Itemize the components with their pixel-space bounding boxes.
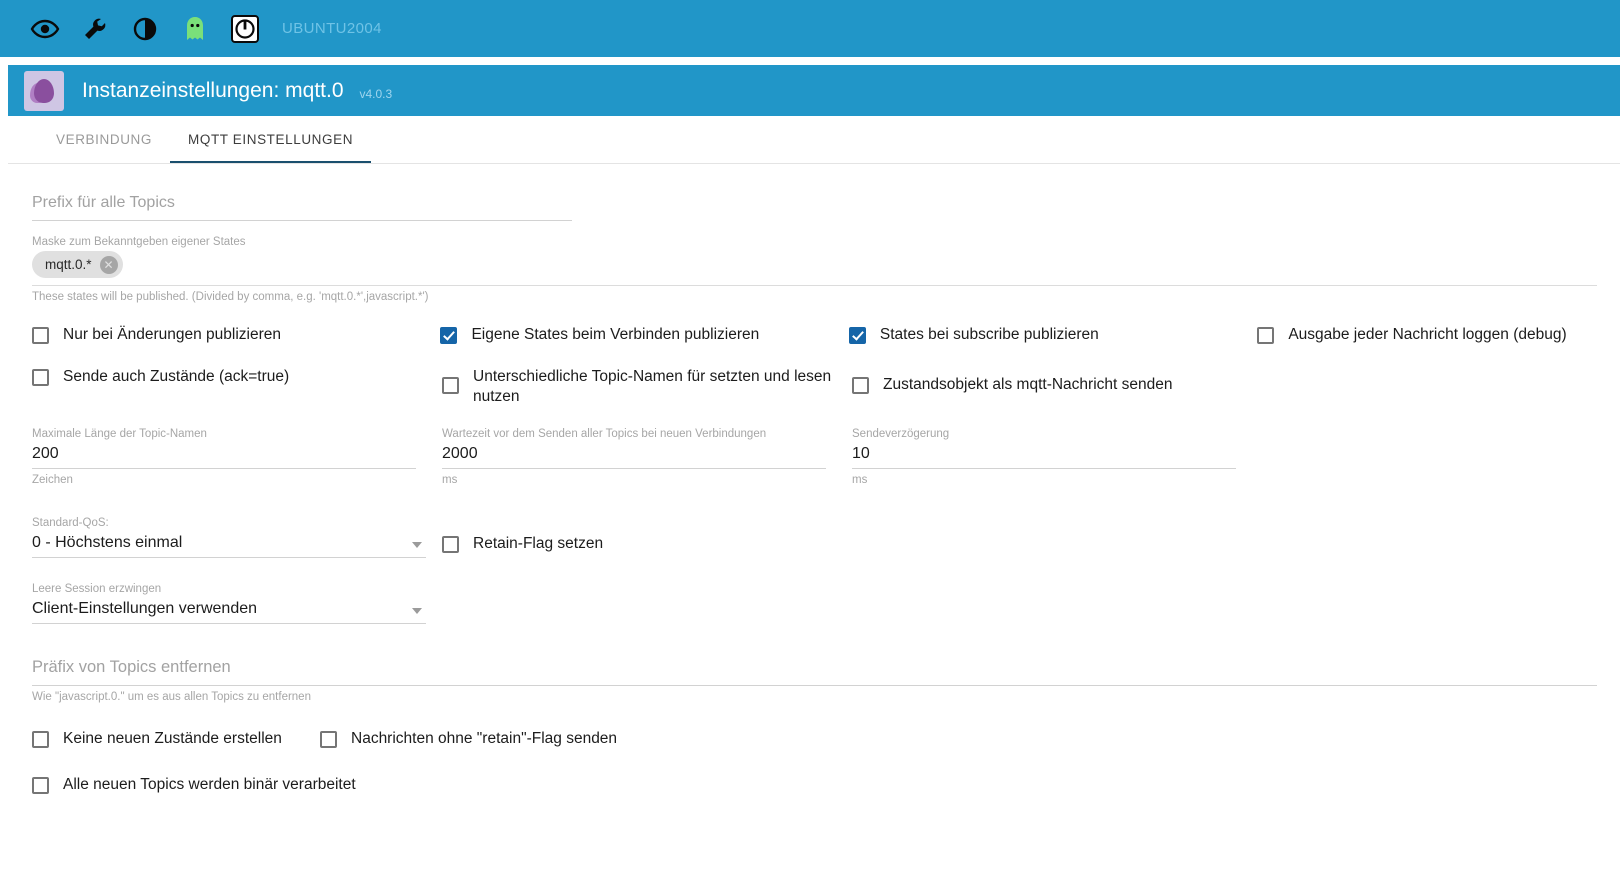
checkbox-row-1: [32, 325, 1596, 345]
checkbox-unterschiedliche-topic-namen[interactable]: [442, 367, 852, 407]
tab-verbindung[interactable]: VERBINDUNG: [56, 132, 153, 147]
tab-mqtt-einstellungen[interactable]: MQTT EINSTELLUNGEN: [170, 116, 371, 163]
checkbox-box[interactable]: [32, 327, 49, 344]
instance-header: [8, 65, 1620, 116]
publish-mask-chip-area[interactable]: [32, 251, 1597, 286]
session-select-field[interactable]: [32, 582, 426, 624]
checkbox-row-3: [32, 729, 1596, 749]
checkbox-keine-neuen-zustaende[interactable]: [32, 729, 320, 749]
checkbox-box[interactable]: [1257, 327, 1274, 344]
checkbox-box[interactable]: [320, 731, 337, 748]
checkbox-label: Keine neuen Zustände erstellen: [63, 730, 282, 747]
ghost-icon[interactable]: [172, 9, 218, 49]
max-topic-length-input[interactable]: 200: [32, 443, 416, 469]
remove-prefix-field[interactable]: [32, 656, 1597, 703]
checkbox-sende-auch-zustaende[interactable]: [32, 367, 442, 387]
chip-remove-icon[interactable]: ✕: [100, 256, 118, 274]
checkbox-box[interactable]: [32, 731, 49, 748]
max-topic-length-field[interactable]: [32, 427, 442, 486]
prefix-all-topics-field[interactable]: [32, 186, 572, 221]
checkbox-box[interactable]: [442, 536, 459, 553]
contrast-icon[interactable]: [122, 9, 168, 49]
chip-mqtt-mask[interactable]: [32, 251, 123, 278]
host-label: UBUNTU2004: [282, 20, 382, 37]
checkbox-box[interactable]: [32, 369, 49, 386]
session-select-value[interactable]: Client-Einstellungen verwenden: [32, 598, 426, 624]
session-cell: [32, 582, 442, 630]
numeric-field-row: [32, 427, 1596, 492]
qos-cell: [32, 516, 442, 564]
field-unit: Zeichen: [32, 474, 73, 486]
send-delay-on-connect-input[interactable]: 2000: [442, 443, 826, 469]
publish-mask-field: [32, 235, 1596, 303]
checkbox-label: Sende auch Zustände (ack=true): [63, 368, 290, 385]
checkbox-nachrichten-ohne-retain[interactable]: [320, 729, 627, 749]
session-row: [32, 582, 1596, 630]
adapter-logo-icon: [24, 71, 64, 111]
settings-form: [8, 164, 1620, 896]
qos-retain-row: [32, 516, 1596, 564]
checkbox-box[interactable]: [852, 377, 869, 394]
checkbox-label: Nachrichten ohne "retain"-Flag senden: [351, 730, 618, 747]
chip-label: mqtt.0.*: [45, 257, 92, 272]
page-title: Instanzeinstellungen: mqtt.0: [82, 78, 344, 102]
checkbox-zustandsobjekt-als-mqtt[interactable]: [852, 367, 1262, 395]
adapter-version: v4.0.3: [359, 87, 393, 101]
field-label: Wartezeit vor dem Senden aller Topics bei neuen Verbindungen: [442, 428, 767, 440]
checkbox-label: Zustandsobjekt als mqtt-Nachricht senden: [883, 376, 1173, 393]
send-interval-input[interactable]: 10: [852, 443, 1236, 469]
field-unit: ms: [442, 474, 458, 486]
eye-icon[interactable]: [22, 9, 68, 49]
send-interval-field[interactable]: [852, 427, 1262, 486]
remove-prefix-help: Wie "javascript.0." um es aus allen Topics zu entfernen: [32, 691, 311, 703]
publish-mask-label: Maske zum Bekanntgeben eigener States: [32, 236, 246, 248]
chevron-down-icon[interactable]: [412, 542, 422, 548]
checkbox-box[interactable]: [442, 377, 459, 394]
checkbox-label: Alle neuen Topics werden binär verarbeitet: [63, 776, 356, 793]
system-topbar: [0, 0, 1620, 57]
checkbox-states-bei-subscribe[interactable]: [849, 325, 1257, 345]
qos-select-field[interactable]: [32, 516, 426, 558]
checkbox-label: Unterschiedliche Topic-Namen für setzten und lesen nutzen: [473, 368, 832, 405]
checkbox-label: Retain-Flag setzen: [473, 535, 604, 552]
publish-mask-help: These states will be published. (Divided by comma, e.g. 'mqtt.0.*',javascript.*'): [32, 291, 429, 303]
session-select-label: Leere Session erzwingen: [32, 583, 162, 595]
checkbox-row-2: [32, 367, 1596, 407]
checkbox-row-4: [32, 775, 1596, 795]
checkbox-label: States bei subscribe publizieren: [879, 326, 1099, 343]
prefix-all-topics-input[interactable]: Prefix für alle Topics: [32, 186, 572, 221]
checkbox-box[interactable]: [32, 777, 49, 794]
checkbox-retain-flag-setzen[interactable]: [442, 534, 613, 564]
field-label: Maximale Länge der Topic-Namen: [32, 428, 207, 440]
checkbox-label: Eigene States beim Verbinden publizieren: [471, 326, 760, 343]
wrench-icon[interactable]: [72, 9, 118, 49]
checkbox-alle-topics-binaer[interactable]: [32, 775, 366, 795]
power-icon[interactable]: [222, 9, 268, 49]
chevron-down-icon[interactable]: [412, 608, 422, 614]
tab-bar: [8, 116, 1620, 164]
qos-select-label: Standard-QoS:: [32, 517, 109, 529]
checkbox-ausgabe-loggen-debug[interactable]: [1257, 325, 1596, 345]
checkbox-label: Ausgabe jeder Nachricht loggen (debug): [1288, 326, 1567, 343]
qos-select-value[interactable]: 0 - Höchstens einmal: [32, 532, 426, 558]
checkbox-label: Nur bei Änderungen publizieren: [63, 326, 282, 343]
checkbox-box[interactable]: [440, 327, 457, 344]
checkbox-nur-bei-aenderungen[interactable]: [32, 325, 440, 345]
field-unit: ms: [852, 474, 868, 486]
send-delay-on-connect-field[interactable]: [442, 427, 852, 486]
remove-prefix-input[interactable]: Präfix von Topics entfernen: [32, 656, 1597, 686]
checkbox-box[interactable]: [849, 327, 866, 344]
checkbox-eigene-states-publizieren[interactable]: [440, 325, 848, 345]
field-label: Sendeverzögerung: [852, 428, 950, 440]
